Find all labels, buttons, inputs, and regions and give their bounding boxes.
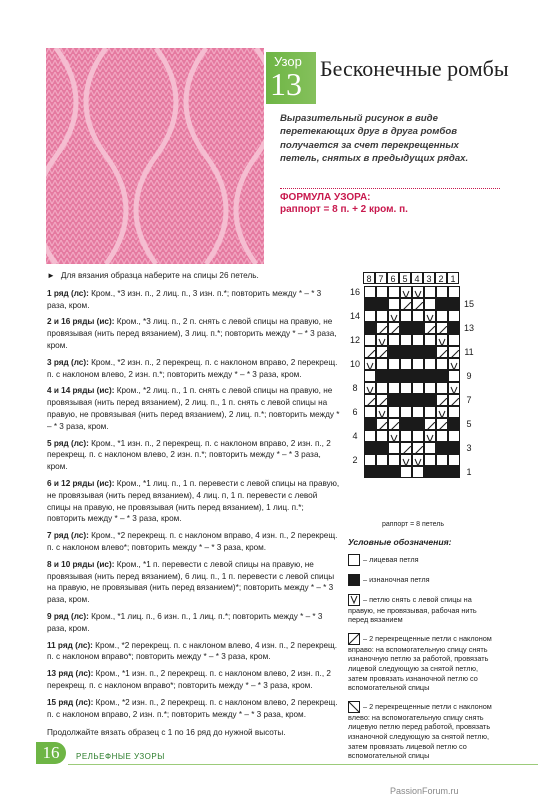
chart-column-label: 6 [387, 272, 399, 284]
chart-cell [388, 358, 400, 370]
chart-cell [424, 358, 436, 370]
row-label: 3 ряд (лс): [47, 357, 89, 367]
row-text: Кром., *1 изн. п., 2 перекрещ. п. с наклоном вправо, 2 изн. п., 2 перекрещ. п. с наклоном влево, 2 изн. п.*; повторить между * – * 3 раза, кром. [47, 438, 331, 472]
instruction-row [47, 478, 343, 525]
page-number: 16 [36, 742, 66, 764]
chart-cell [364, 466, 376, 478]
row-text: Кром., *3 лиц. п., 2 п. снять с левой спицы на правую, не провязывая (нить перед вязанием), 3 лиц. п.*; повторить между * – * 3 раза, кром. [47, 317, 337, 350]
chart-cell [400, 310, 412, 322]
chart-cell [376, 430, 388, 442]
chart-cell [364, 442, 376, 454]
chart-row-label: 13 [463, 323, 474, 333]
chart-cell [412, 310, 424, 322]
chart-cell [388, 346, 400, 358]
chart-cell [412, 418, 424, 430]
chart-cell [412, 454, 424, 466]
chart-cell [436, 322, 448, 334]
chart-cell [412, 298, 424, 310]
chart-cell [376, 334, 388, 346]
chart-cell [376, 442, 388, 454]
instruction-row [47, 611, 343, 635]
chart-row-label: 2 [352, 455, 358, 465]
row-text: Кром., *1 лиц. п., 6 изн. п., 1 лиц. п.*; повторить между * – * 3 раза, кром. [47, 611, 323, 633]
chart-row-label: 11 [464, 347, 474, 357]
instruction-row [47, 530, 343, 554]
legend-symbol-icon [348, 594, 360, 606]
instruction-row [47, 640, 343, 664]
chart-cell [412, 466, 424, 478]
legend-text: – петлю снять с левой спицы на правую, не провязывая, рабочая нить перед вязанием [348, 594, 477, 625]
chart-row-label: 7 [466, 395, 472, 405]
chart-cell [412, 406, 424, 418]
chart-cell [412, 322, 424, 334]
chart-cell [412, 358, 424, 370]
pattern-label: Узор [274, 54, 302, 69]
chart-cell [364, 406, 376, 418]
instruction-row [47, 288, 343, 312]
instruction-row [47, 559, 343, 606]
chart-row-label: 9 [466, 371, 472, 381]
chart-cell [424, 310, 436, 322]
chart-cell [364, 310, 376, 322]
chart-cell [388, 442, 400, 454]
chart-cell [436, 430, 448, 442]
chart-cell [388, 418, 400, 430]
chart-cell [412, 286, 424, 298]
chart-row-label: 16 [349, 287, 360, 297]
row-text: Кром., *1 изн. п., 2 перекрещ. п. с наклоном влево, 2 изн. п., 2 перекрещ. п. с наклоном вправо*; повторить между * – * 3 раза, кром. [47, 669, 331, 690]
chart-cell [400, 370, 412, 382]
chart-cell [448, 358, 460, 370]
chart-cell [388, 406, 400, 418]
knitting-chart [348, 272, 498, 522]
instruction-row [47, 357, 343, 381]
chart-cell [376, 454, 388, 466]
chart-cell [448, 298, 460, 310]
chart-cell [448, 334, 460, 346]
chart-cell [436, 418, 448, 430]
row-label: 4 и 14 ряды (ис): [47, 386, 115, 396]
chart-cell [400, 430, 412, 442]
chart-cell [436, 394, 448, 406]
chart-cell [400, 358, 412, 370]
chart-cell [436, 298, 448, 310]
chart-cell [364, 454, 376, 466]
chart-cell [412, 442, 424, 454]
chart-cell [424, 334, 436, 346]
row-text: Кром., *2 изн. п., 2 перекрещ. п. с наклоном вправо, 2 перекрещ. п. с наклоном влево, 2 изн. п.*; повторить между * – * 3 раза, кром. [47, 357, 338, 379]
chart-cell [424, 406, 436, 418]
legend-item [348, 554, 498, 566]
chart-row-label: 12 [349, 335, 360, 345]
pattern-title: Бесконечные ромбы [320, 56, 509, 81]
chart-cell [376, 322, 388, 334]
chart-cell [448, 406, 460, 418]
chart-cell [388, 394, 400, 406]
chart-cell [364, 298, 376, 310]
chart-cell [400, 322, 412, 334]
knitting-sample-photo [46, 48, 264, 264]
chart-cell [436, 346, 448, 358]
row-text: Кром., *2 перекрещ. п. с наклоном вправо, 4 изн. п., 2 перекрещ. п. с наклоном влево*; повторить между * – * 3 раза, кром. [47, 531, 338, 552]
chart-row-label: 5 [466, 419, 472, 429]
chart-cell [436, 334, 448, 346]
chart-cell [364, 418, 376, 430]
chart-cell [388, 382, 400, 394]
row-label: 11 ряд (лс): [47, 640, 93, 650]
formula-title: ФОРМУЛА УЗОРА: [280, 192, 371, 203]
chart-cell [376, 310, 388, 322]
legend-symbol-icon [348, 701, 360, 713]
chart-cell [400, 454, 412, 466]
chart-row-label: 8 [352, 383, 358, 393]
formula-value: раппорт = 8 п. + 2 кром. п. [280, 204, 408, 215]
chart-cell [376, 394, 388, 406]
chart-cell [376, 298, 388, 310]
legend-item [348, 633, 498, 693]
chart-cell [364, 286, 376, 298]
chart-cell [388, 370, 400, 382]
legend-text: – 2 перекрещенные петли с наклоном вправо: на вспомогательную спицу снять изнаночную петлю за работой, провязать лицевой следующую за снятой петлю, затем провязать изнаночной петлю со вспомогательной спицы [348, 633, 492, 693]
chart-cell [400, 394, 412, 406]
closing-note: Продолжайте вязать образец с 1 по 16 ряд до нужной высоты. [47, 728, 286, 737]
chart-cell [388, 430, 400, 442]
pattern-header [266, 52, 521, 104]
chart-cell [400, 334, 412, 346]
chart-column-label: 8 [363, 272, 375, 284]
row-list [47, 288, 343, 721]
chart-cell [424, 286, 436, 298]
chart-cell [376, 466, 388, 478]
chart-cell [424, 346, 436, 358]
chart-cell [364, 358, 376, 370]
chart-cell [436, 310, 448, 322]
chart-cell [448, 466, 460, 478]
chart-cell [388, 334, 400, 346]
row-text: Кром., *1 п. перевести с левой спицы на правую, не провязывая (нить перед вязанием), 6 лиц. п., 1 п. перевести с левой спицы на правую, не провязывая (нить перед вязанием)*; повторить между * – * 3 раза, кром. [47, 559, 335, 605]
chart-column-label: 7 [375, 272, 387, 284]
chart-cell [376, 286, 388, 298]
chart-cell [448, 286, 460, 298]
chart-cell [412, 370, 424, 382]
watermark: PassionForum.ru [390, 786, 459, 796]
instruction-row [47, 385, 343, 432]
chart-cell [436, 358, 448, 370]
pattern-number: 13 [270, 66, 302, 102]
row-label: 2 и 16 ряды (ис): [47, 317, 115, 327]
chart-cell [436, 466, 448, 478]
chart-cell [436, 442, 448, 454]
chart-cell [424, 382, 436, 394]
chart-cell [436, 382, 448, 394]
chart-cell [376, 346, 388, 358]
instruction-row [47, 438, 343, 473]
chart-cell [376, 358, 388, 370]
chart-cell [400, 466, 412, 478]
legend-text: – лицевая петля [363, 554, 419, 564]
row-label: 5 ряд (лс): [47, 438, 89, 448]
chart-row-label: 10 [349, 359, 360, 369]
chart-cell [424, 418, 436, 430]
chart-row-label: 6 [352, 407, 358, 417]
chart-cell [400, 286, 412, 298]
instructions-intro: ► Для вязания образца наберите на спицы 26 петель. [47, 271, 259, 280]
chart-cell [424, 466, 436, 478]
chart-cell [436, 406, 448, 418]
chart-cell [388, 286, 400, 298]
legend-item [348, 594, 498, 625]
row-text: Кром., *2 лиц. п., 1 п. снять с левой спицы на правую, не провязывая (нить перед вязанием), 2 лиц. п., 1 п. снять с левой спицы на правую, не провязывая (нить перед вязанием), 2 лиц. п.*; повторить между * – * 3 раза, кром. [47, 386, 340, 431]
chart-cell [412, 382, 424, 394]
legend-item [348, 574, 498, 586]
chart-cell [388, 466, 400, 478]
chart-cell [400, 298, 412, 310]
chart-cell [376, 382, 388, 394]
chart-column-label: 1 [447, 272, 459, 284]
row-label: 9 ряд (лс): [47, 611, 89, 621]
chart-row-label: 15 [463, 299, 474, 309]
legend-text: – 2 перекрещенные петли с наклоном влево: на вспомогательную спицу снять лицевую петлю перед работой, провязать изнаночной следующую за снятой петлю, затем провязать лицевой петлю со вспомогательной спицы [348, 701, 492, 761]
chart-cell [448, 394, 460, 406]
chart-cell [448, 310, 460, 322]
chart-cell [412, 394, 424, 406]
chart-cell [424, 298, 436, 310]
chart-cell [376, 418, 388, 430]
instruction-row [47, 316, 343, 351]
chart-cell [376, 370, 388, 382]
chart-cell [424, 370, 436, 382]
chart-column-label: 3 [423, 272, 435, 284]
chart-cell [364, 370, 376, 382]
chart-cell [448, 430, 460, 442]
chart-cell [436, 454, 448, 466]
legend [348, 538, 498, 769]
row-label: 1 ряд (лс): [47, 288, 89, 298]
legend-symbol-icon [348, 554, 360, 566]
row-text: Кром., *3 изн. п., 2 лиц. п., 3 изн. п.*; повторить между * – * 3 раза, кром. [47, 288, 322, 310]
row-label: 13 ряд (лс): [47, 669, 94, 679]
chart-cell [364, 322, 376, 334]
chart-cell [364, 346, 376, 358]
chart-row-label: 1 [466, 467, 472, 477]
chart-cell [424, 430, 436, 442]
chart-cell [448, 370, 460, 382]
chart-cell [364, 394, 376, 406]
chart-row-label: 14 [349, 311, 360, 321]
chart-cell [448, 418, 460, 430]
instructions [47, 270, 343, 725]
row-label: 7 ряд (лс): [47, 531, 89, 541]
divider [280, 188, 500, 189]
chart-cell [424, 454, 436, 466]
triangle-bullet-icon: ► [47, 271, 55, 280]
instruction-row [47, 697, 343, 721]
chart-cell [412, 334, 424, 346]
chart-row-label: 4 [352, 431, 358, 441]
legend-symbol-icon [348, 633, 360, 645]
legend-item [348, 701, 498, 761]
chart-column-label: 4 [411, 272, 423, 284]
chart-cell [364, 430, 376, 442]
legend-text: – изнаночная петля [363, 574, 430, 584]
row-text: Кром., *2 изн. п., 2 перекрещ. п. с наклоном влево, 2 перекрещ. п. с наклоном вправо, 2 изн. п.*; повторить между * – * 3 раза, кром. [47, 697, 338, 719]
pattern-intro: Выразительный рисунок в виде перетекающих друг в друга ромбов получается за счет перекрещенных петель, снятых в предыдущих рядах. [280, 113, 469, 165]
row-text: Кром., *2 перекрещ. п. с наклоном влево, 4 изн. п., 2 перекрещ. п. с наклоном вправо*; повторить между * – * 3 раза, кром. [47, 640, 338, 662]
instruction-row [47, 668, 343, 692]
section-name: РЕЛЬЕФНЫЕ УЗОРЫ [76, 752, 165, 761]
chart-cell [448, 382, 460, 394]
chart-column-label: 2 [435, 272, 447, 284]
chart-column-label: 5 [399, 272, 411, 284]
chart-cell [400, 442, 412, 454]
chart-cell [400, 346, 412, 358]
chart-cell [364, 382, 376, 394]
chart-cell [424, 394, 436, 406]
chart-cell [400, 406, 412, 418]
chart-cell [424, 442, 436, 454]
chart-cell [388, 298, 400, 310]
chart-cell [436, 370, 448, 382]
chart-cell [448, 346, 460, 358]
chart-cell [388, 454, 400, 466]
chart-cell [388, 310, 400, 322]
footer-rule [68, 764, 538, 765]
chart-cell [412, 346, 424, 358]
rapport-label: раппорт = 8 петель [382, 521, 444, 528]
row-label: 6 и 12 ряды (ис): [47, 478, 115, 488]
row-label: 8 и 10 ряды (ис): [47, 559, 115, 569]
chart-cell [388, 322, 400, 334]
chart-cell [448, 442, 460, 454]
legend-symbol-icon [348, 574, 360, 586]
chart-cell [448, 454, 460, 466]
chart-cell [400, 382, 412, 394]
chart-cell [424, 322, 436, 334]
chart-row-label: 3 [466, 443, 472, 453]
chart-cell [436, 286, 448, 298]
chart-cell [448, 322, 460, 334]
chart-cell [376, 406, 388, 418]
chart-cell [364, 334, 376, 346]
chart-cell [400, 418, 412, 430]
legend-title: Условные обозначения: [348, 537, 452, 547]
chart-cell [412, 430, 424, 442]
row-label: 15 ряд (лс): [47, 697, 94, 707]
row-text: Кром., *1 лиц. п., 1 п. перевести с левой спицы на правую, не провязывая (нить перед вязанием), 4 лиц. п, 1 п. перевести с левой спицы на правую, не провязывая (нить перед вязанием), 1 лиц. п.*; повторить между * – * 3 раза, кром. [47, 478, 340, 524]
